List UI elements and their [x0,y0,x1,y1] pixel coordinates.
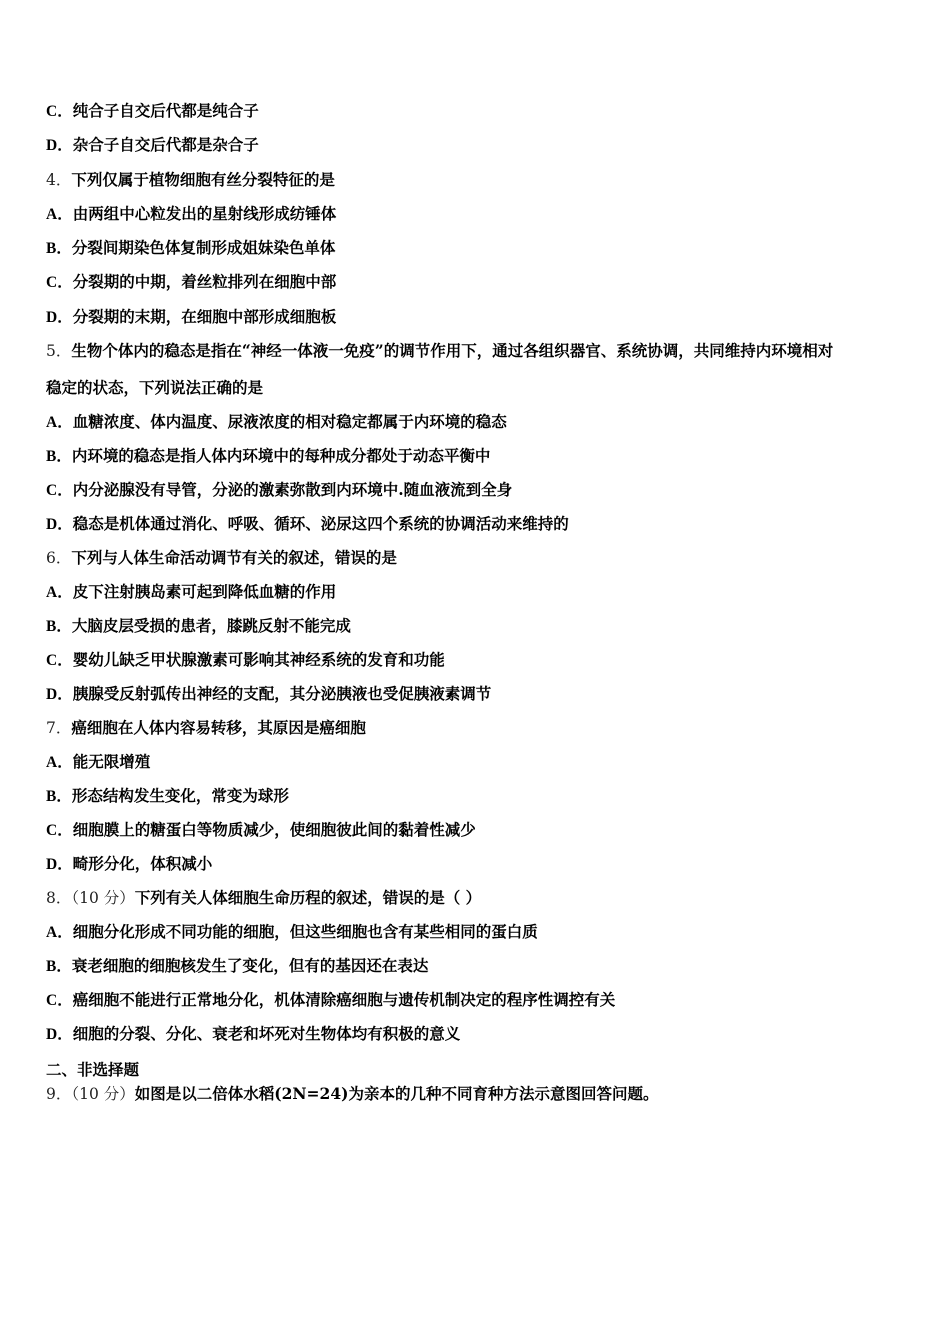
line-text: 内环境的稳态是指人体内环境中的每种成分都处于动态平衡中 [71,446,491,465]
line-text: 如图是以二倍体水稻(2N=24)为亲本的几种不同育种方法示意图回答问题。 [134,1084,659,1103]
answer-option [46,412,910,433]
question-number: 6． [46,549,72,567]
option-letter: A． [46,206,73,223]
question-stem [46,718,910,738]
question-stem [46,888,910,908]
option-letter: D． [46,137,73,154]
line-text: 内分泌腺没有导管，分泌的激素弥散到内环境中.随血液流到全身 [72,480,513,499]
line-text: 血糖浓度、体内温度、尿液浓度的相对稳定都属于内环境的稳态 [72,412,507,431]
answer-option [46,650,910,671]
option-letter: C． [46,103,73,120]
option-letter: B． [46,618,72,635]
question-stem-continuation [46,378,910,398]
line-text: 二、非选择题 [46,1060,140,1079]
answer-option [46,1024,910,1045]
answer-option [46,684,910,705]
line-text: 婴幼儿缺乏甲状腺激素可影响其神经系统的发育和功能 [72,650,445,669]
option-letter: D． [46,1026,73,1043]
line-text: 生物个体内的稳态是指在“神经一体液一免疫”的调节作用下，通过各组织器官、系统协调，共同维持内环境相对 [71,341,834,360]
answer-option [46,307,910,328]
line-text: 下列仅属于植物细胞有丝分裂特征的是 [71,170,335,189]
answer-option [46,854,910,875]
answer-option [46,514,910,535]
answer-option [46,446,910,467]
option-letter: D． [46,686,73,703]
question-stem [46,170,910,190]
option-letter: D． [46,309,73,326]
option-letter: D． [46,856,73,873]
answer-option [46,752,910,773]
line-text: 稳态是机体通过消化、呼吸、循环、泌尿这四个系统的协调活动来维持的 [72,514,569,533]
answer-option [46,956,910,977]
line-text: 癌细胞在人体内容易转移，其原因是癌细胞 [71,718,366,737]
line-text: 畸形分化，体积减小 [72,854,213,873]
option-letter: A． [46,414,73,431]
answer-option [46,480,910,501]
option-letter: C． [46,482,73,499]
line-text: 细胞分化形成不同功能的细胞，但这些细胞也含有某些相同的蛋白质 [72,922,538,941]
line-text: 稳定的状态，下列说法正确的是 [46,378,264,397]
line-text: 皮下注射胰岛素可起到降低血糖的作用 [72,582,337,601]
line-text: 大脑皮层受损的患者，膝跳反射不能完成 [71,616,351,635]
answer-option [46,101,910,122]
line-text: 细胞的分裂、分化、衰老和坏死对生物体均有积极的意义 [72,1024,461,1043]
answer-option [46,922,910,943]
line-text: 分裂期的末期，在细胞中部形成细胞板 [72,307,337,326]
option-letter: D． [46,516,73,533]
option-letter: A． [46,924,73,941]
line-text: 癌细胞不能进行正常地分化，机体清除癌细胞与遗传机制决定的程序性调控有关 [72,990,616,1009]
line-text: 形态结构发生变化，常变为球形 [71,786,289,805]
line-text: 分裂间期染色体复制形成姐妹染色单体 [71,238,336,257]
answer-option [46,204,910,225]
line-text: 分裂期的中期，着丝粒排列在细胞中部 [72,272,337,291]
option-letter: A． [46,584,73,601]
option-letter: B． [46,958,72,975]
question-number: 4． [46,171,72,189]
option-letter: C． [46,992,73,1009]
answer-option [46,272,910,293]
answer-option [46,582,910,603]
line-text: 能无限增殖 [72,752,151,771]
question-number: 9．（10 分） [46,1085,135,1103]
option-letter: B． [46,448,72,465]
question-stem [46,548,910,568]
answer-option [46,238,910,259]
option-letter: C． [46,274,73,291]
line-text: 由两组中心粒发出的星射线形成纺锤体 [72,204,337,223]
option-letter: B． [46,240,72,257]
option-letter: A． [46,754,73,771]
question-number: 7． [46,719,72,737]
option-letter: C． [46,822,73,839]
answer-option [46,616,910,637]
line-text: 纯合子自交后代都是纯合子 [72,101,259,120]
line-text: 胰腺受反射弧传出神经的支配，其分泌胰液也受促胰液素调节 [72,684,492,703]
line-text: 下列与人体生命活动调节有关的叙述，错误的是 [71,548,397,567]
answer-option [46,820,910,841]
question-number: 5． [46,342,72,360]
section-heading [46,1060,910,1080]
question-stem [46,341,910,361]
question-stem [46,1084,910,1104]
question-number: 8．（10 分） [46,889,135,907]
answer-option [46,786,910,807]
option-letter: B． [46,788,72,805]
line-text: 下列有关人体细胞生命历程的叙述，错误的是（ ） [134,888,482,907]
line-text: 细胞膜上的糖蛋白等物质减少，使细胞彼此间的黏着性减少 [72,820,476,839]
answer-option [46,135,910,156]
option-letter: C． [46,652,73,669]
line-text: 杂合子自交后代都是杂合子 [72,135,259,154]
line-text: 衰老细胞的细胞核发生了变化，但有的基因还在表达 [71,956,429,975]
answer-option [46,990,910,1011]
